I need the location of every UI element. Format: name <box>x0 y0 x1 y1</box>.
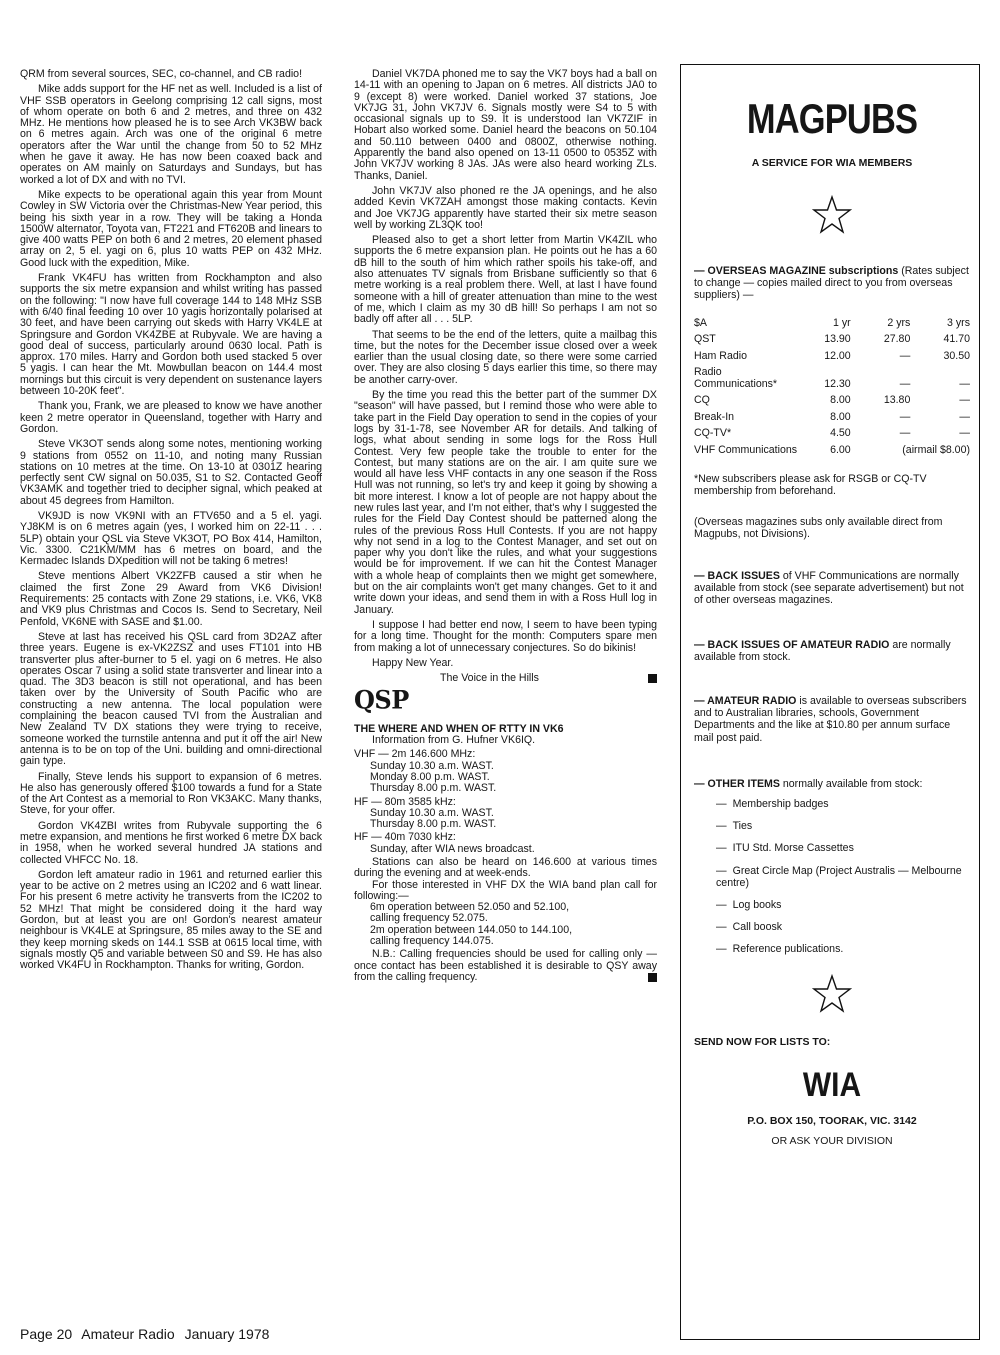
table-row <box>694 410 970 427</box>
column-header: 2 yrs <box>887 316 911 329</box>
band-plan-line: 6m operation between 52.050 and 52.100, <box>370 901 570 914</box>
article-column-1 <box>20 69 322 976</box>
band-plan <box>354 902 657 947</box>
paragraph: Pleased also to get a short letter from Martin VK4ZIL who supports the 6 metre expansion plan. He points out he has a 60 dB hill to the south of him which rather spoils his take-off, and also attenuates TV signals from Brisbane sufficiently so that 6 metre working is a real problem there. Well, at last I have found someone with a hill of greater attenuation than mine to the west of me, which I claim as my 30 dB hill! So perhaps I am not so badly off after all . . . 5LP. <box>354 234 657 326</box>
list-item: — Membership badges <box>716 797 829 810</box>
section-text: is available to overseas subscribers and to Australian libraries, schools, Government Departments and the like at $10.80 per annum surface mail post paid. <box>694 694 967 744</box>
rtty-heading: THE WHERE AND WHEN OF RTTY IN VK6 <box>354 722 564 735</box>
section-lead: — OTHER ITEMS <box>694 777 780 790</box>
cell: 8.00 <box>830 410 851 423</box>
cell: 8.00 <box>830 394 851 407</box>
page-footer <box>20 1326 275 1342</box>
cell: 27.80 <box>883 333 911 346</box>
star-icon <box>694 974 970 1022</box>
cell: — <box>959 427 970 440</box>
paragraph: By the time you read this the better part of the summer DX "season" will have passed, but I remind those who were able to take part in the Field Day operation to send in the copies of your logs by 31-1-78, see November AR for details. And talking of logs, what about sending in some logs for the Ross Hull Contest. Very few people take the trouble to enter for the Contest, but many stations are on the air. I am quite sure we would all have less VHF contacts in any one season if the Ross Hull was not running, so let's try and keep it going by showing a bit more interest. I know a lot of people are not happy about the new rules last year, and I'm not either, that's why I suggested the rules for the Field Day Contest should be patterned along the rules of the previous Ross Hull Contests. If you are not happy why not send in a log to the Contest Manager, and set out on paper why you don't like the rules, and what your suggestions would be for improvement. If we can hit the Contest Manager with a whole heap of complaints then we might get somewhere, but on the air complaints won't get many changes. Get to it and write down your ideas, and send them in with a Ross Hull log in January. <box>354 389 657 616</box>
list-item-text: Log books <box>732 898 782 911</box>
ask-division: OR ASK YOUR DIVISION <box>771 1134 893 1147</box>
list-item-text: Great Circle Map (Project Australis — Melbourne centre) <box>716 864 962 889</box>
cell: CQ <box>694 394 710 407</box>
cell: 13.90 <box>824 333 851 346</box>
cell: 12.30 <box>824 377 851 390</box>
back-issues-vhf <box>694 570 970 607</box>
cell: — <box>899 349 911 362</box>
band-plan-line: calling frequency 144.075. <box>370 935 494 948</box>
cell: 30.50 <box>943 349 970 362</box>
other-items <box>694 778 970 790</box>
qsp-heading: QSP <box>354 684 409 716</box>
cell: (airmail $8.00) <box>902 443 970 456</box>
issue-date: January 1978 <box>184 1326 270 1342</box>
section-lead: — OVERSEAS MAGAZINE subscriptions <box>694 265 899 277</box>
list-item: — Call boosk <box>716 921 783 934</box>
section-lead: — BACK ISSUES <box>694 569 780 582</box>
section-lead: — BACK ISSUES OF AMATEUR RADIO <box>694 638 890 651</box>
cell: — <box>899 427 911 440</box>
schedule-line: Thursday 8.00 p.m. WAST. <box>370 818 497 831</box>
schedule-band: VHF — 2m 146.600 MHz: <box>354 748 476 761</box>
section-text: are normally available from stock. <box>694 638 951 663</box>
cell: Radio Communications* <box>694 366 778 390</box>
table-row <box>694 443 970 460</box>
band-plan-line: calling frequency 52.075. <box>370 912 488 925</box>
list-item: — Ties <box>716 820 753 833</box>
send-for-lists: SEND NOW FOR LISTS TO: <box>694 1035 831 1048</box>
signoff-greeting: Happy New Year. <box>372 656 454 669</box>
wia-logo-text: WIA <box>802 1065 862 1104</box>
rates-table <box>694 316 970 460</box>
magpubs-advert <box>680 64 980 1340</box>
back-issues-ar <box>694 639 970 663</box>
paragraph: Gordon VK4ZBI writes from Rubyvale supporting the 6 metre expansion, and mentions he first worked 6 metre DX back in 1958, when he worked several hundred JA stations and collected VHFCC No. 18. <box>20 819 322 866</box>
paragraph: Mike adds support for the HF net as well. Included is a list of VHF SSB operators in Geelong comprising 12 call signs, most of whom operate on both 6 and 2 metres, and three on 432 MHz. He mentions how pleased he is to see Arch VK3BW back on 6 metres again. Arch was one of the original 6 metre operators after the War until the change from 50 to 52 MHz when he gave it away. He has now been coaxed back and operates on AM mainly on Saturdays and Sundays, but has worked a lot of DX and with no TVI. <box>20 83 322 186</box>
cell: — <box>959 410 970 423</box>
section-text: normally available from stock: <box>779 777 923 790</box>
paragraph: Gordon left amateur radio in 1961 and returned earlier this year to be active on 2 metres using an IC202 and 6 watt linear. For his present 6 metre activity he transverts from the IC202 to 52 MHz! That might be considered doing it the hard way Gordon, but at least you are on! Gordon's nearest amateur neighbour is VK4LE at Springsure, 85 miles away to the SE and they keep morning skeds on 144.1 SSB at 0615 local time, with signals mostly Q5 and variable between S0 and S9. He has also worked VK4FU in Rockhampton. Thanks for writing, Gordon. <box>20 868 322 972</box>
list-item-text: Membership badges <box>732 797 829 810</box>
list-item: — Great Circle Map (Project Australis — Melbourne centre) <box>716 864 962 889</box>
schedule-line: Sunday 10.30 a.m. WAST. <box>370 759 494 772</box>
section-text: (Rates subject to change — copies mailed direct to you from overseas suppliers) — <box>694 265 969 302</box>
list-item-text: ITU Std. Morse Cassettes <box>732 842 854 855</box>
column-header: 3 yrs <box>947 316 970 329</box>
overseas-note: *New subscribers please ask for RSGB or CQ-TV membership from beforehand. <box>694 473 927 498</box>
end-mark-icon <box>648 674 657 683</box>
cell: 13.80 <box>883 394 911 407</box>
magpubs-subtitle: A SERVICE FOR WIA MEMBERS <box>751 157 913 169</box>
cell: — <box>959 394 970 407</box>
article-column-2 <box>354 69 657 987</box>
cell: Ham Radio <box>694 349 747 362</box>
cell: — <box>899 377 911 390</box>
signoff-signature <box>354 673 657 684</box>
schedule-line: Monday 8.00 p.m. WAST. <box>370 770 490 783</box>
schedule-hf-80m <box>354 797 657 831</box>
paragraph: Thank you, Frank, we are pleased to know we have another keen 2 metre operator in Queensland, together with Harry and Gordon. <box>20 400 322 435</box>
paragraph: Steve at last has received his QSL card from 3D2AZ after three years. Eugene is ex-VK2ZSZ and uses FT101 into HB transverter plus after-burner to 5 el. yagi on 6 metres. He also operates Oscar 7 using a solid state transverter and linear into a quad. The 3D3 beacon is still not operational, and has been taken over by the University of South Pacific who are constructing a new antenna. The local population were complaining the beacon caused TVI from the Australian and New Zealand TV DX stations they were trying to receive, someone worked the turnstile antenna and put it off the air! New antenna is to be on top of the Uni. building and omni-directional gain type. <box>20 630 322 768</box>
schedule-hf-40m <box>354 832 657 855</box>
overseas-subscriptions <box>694 265 970 302</box>
magpubs-title: MAGPUBS <box>746 95 918 142</box>
schedule-band: HF — 40m 7030 kHz: <box>354 831 456 844</box>
schedule-line: Sunday 10.30 a.m. WAST. <box>370 806 494 819</box>
cell: 4.50 <box>830 427 851 440</box>
paragraph: Finally, Steve lends his support to expansion of 6 metres. He also has generously offered $100 towards a fund for a State of the Art Contest as a memorial to Ron VK3AKC. Many thanks, Steve, for your offer. <box>20 770 322 817</box>
section-text: of VHF Communications are normally available from stock (see separate advertisement) but not of other overseas magazines. <box>694 569 964 607</box>
table-row <box>694 426 970 443</box>
postal-address: P.O. BOX 150, TOORAK, VIC. 3142 <box>747 1114 917 1127</box>
table-row <box>694 365 970 393</box>
column-header: $A <box>694 316 707 329</box>
paragraph: I suppose I had better end now, I seem to have been typing for a long time. Thought for the month: Computers spare men from making a lot of unnecessary conjectures. So do bikinis! <box>354 618 657 654</box>
column-header: 1 yr <box>833 316 851 329</box>
cell: 12.00 <box>824 349 851 362</box>
list-item-text: Call boosk <box>732 921 783 934</box>
cell: — <box>959 377 970 390</box>
paragraph: Daniel VK7DA phoned me to say the VK7 boys had a ball on 14-11 with an opening to Japan on 6 metres. All districts JA0 to 9 (except 8) were worked. Daniel worked 37 stations, Joe VK7JG 31, John VK7JV 6. Signals mostly were S4 to 5 with occasional signals up to S9. It is understood Ian VK7ZIF in Hobart also worked some. Daniel heard the beacons on 50.104 and 50.110 between 0400 and 0800Z, otherwise nothing. Apparently the band also opened on 13-11 0500 to 0535Z with John VK7JV working 8 JAs. JAs were also heard working ZLs. Thanks, Daniel. <box>354 68 657 182</box>
qsp-paragraph: Stations can also be heard on 146.600 at various times during the evening and at week-ends. <box>354 856 657 880</box>
cell: CQ-TV* <box>694 427 732 440</box>
paragraph: VK9JD is now VK9NI with an FTV650 and a 5 el. yagi. YJ8KM is on 6 metres again (yes, I worked him on 22-11 . . . 5LP) obtain your QSL via Steve VK3OT, PO Box 414, Hamilton, Vic. 3300. C21KM/MM has 6 metres on board, and the Kermadec Islands DXpedition will not be taking 6 metres! <box>20 509 322 568</box>
list-item: — Log books <box>716 898 782 911</box>
cell: 6.00 <box>830 443 851 456</box>
page-number: Page 20 <box>20 1326 73 1342</box>
other-items-list <box>694 798 970 956</box>
paragraph: Frank VK4FU has written from Rockhampton and also supports the six metre expansion and whilst writing has passed on the following: "I now have full coverage 144 to 148 MHz SSB with 6/40 final feeding 10 over 10 yagis horizontally polarised at 30 feet, and have been carrying out skeds with Harry VK4LE at Springsure and Gordon VK4ZBE at Rubyvale. We are having a good deal of success, particularly around 0630 local. Path is approx. 170 miles. Harry and Gordon both used stacked 5 over 5 yagis. I can hear the Mt. Mowbullan beacon on 144.4 most mornings but this circuit is very dependent on sustenance layers between 10-20K feet". <box>20 272 322 398</box>
paragraph: That seems to be the end of the letters, quite a mailbag this time, but the notes for the December issue closed over a week earlier than the usual closing date, so there were some carried over. They are also closing 5 days earlier this time, so there may be another carry-over. <box>354 328 657 386</box>
table-row <box>694 393 970 410</box>
paragraph: Steve mentions Albert VK2ZFB caused a stir when he claimed the first Zone 29 Award from VK6 Division! Requirements: 25 contacts with Zone 29 stations, i.e. VK6, VK8 and VK9 plus Christmas and Cocos Is. Send to Secretary, Neil Penfold, VK6NE with SASE and $1.00. <box>20 570 322 628</box>
cell: Break-In <box>694 410 735 423</box>
cell: QST <box>694 333 716 346</box>
paragraph: Steve VK3OT sends along some notes, mentioning working 9 stations from 0552 on 11-10, and noting many Russian stations on 10 metres at the time. On 13-10 at 0301Z hearing perfectly sent CW signal on 50.035, S1 to S2. Contacted Geoff VK3AMK and together tried to decipher signal, which peaked at about 45 degrees from Hamilton. <box>20 438 322 507</box>
table-row <box>694 349 970 366</box>
magazine-name: Amateur Radio <box>81 1326 175 1342</box>
schedule-vhf <box>354 749 657 794</box>
cell: 41.70 <box>943 333 970 346</box>
band-plan-line: 2m operation between 144.050 to 144.100, <box>370 923 573 936</box>
schedule-band: HF — 80m 3585 kHz: <box>354 795 456 808</box>
list-item-text: Reference publications. <box>732 943 844 956</box>
paragraph: Mike expects to be operational again this year from Mount Cowley in SW Victoria over the Christmas-New Year period, this being his sixth year in a row. They will be taking a Honda 1500W alternator, Toyota van, FT221 and FT620B and linears to give 400 watts PEP on both 6 and 2 metres, 20 element phased array on 2, 5 el. yagi on 6, plus 10 watts PEP on 432 MHz. Good luck with the expedition, Mike. <box>20 188 322 269</box>
cell: — <box>899 410 911 423</box>
list-item: — ITU Std. Morse Cassettes <box>716 842 854 855</box>
rtty-info: Information from G. Hufner VK6IQ. <box>372 734 536 747</box>
schedule-line: Sunday, after WIA news broadcast. <box>370 842 535 855</box>
section-lead: — AMATEUR RADIO <box>694 694 797 707</box>
end-mark-icon <box>648 973 657 982</box>
qsp-paragraph: For those interested in VHF DX the WIA band plan call for following:— <box>354 878 657 902</box>
overseas-note: (Overseas magazines subs only available direct from Magpubs, not Divisions). <box>694 515 943 540</box>
schedule-line: Thursday 8.00 p.m. WAST. <box>370 782 497 795</box>
table-header-row <box>694 316 970 333</box>
signature-text: The Voice in the Hills <box>440 672 539 685</box>
list-item-text: Ties <box>732 820 753 833</box>
qsp-note-text: N.B.: Calling frequencies should be used for calling only — once contact has been established it is desirable to QSY away from the calling frequency. <box>354 948 657 983</box>
cell: VHF Communications <box>694 443 798 456</box>
paragraph: John VK7JV also phoned re the JA openings, and he also added Kevin VK7ZAH amongst those making contacts. Kevin and Joe VK7JG apparently have started their six metre season well by working ZL3QK too! <box>354 184 657 231</box>
qsp-note <box>354 949 657 983</box>
paragraph: QRM from several sources, SEC, co-channel, and CB radio! <box>20 68 303 80</box>
list-item: — Reference publications. <box>716 943 844 956</box>
amateur-radio-subs <box>694 695 970 744</box>
table-row <box>694 332 970 349</box>
star-icon <box>694 195 970 243</box>
